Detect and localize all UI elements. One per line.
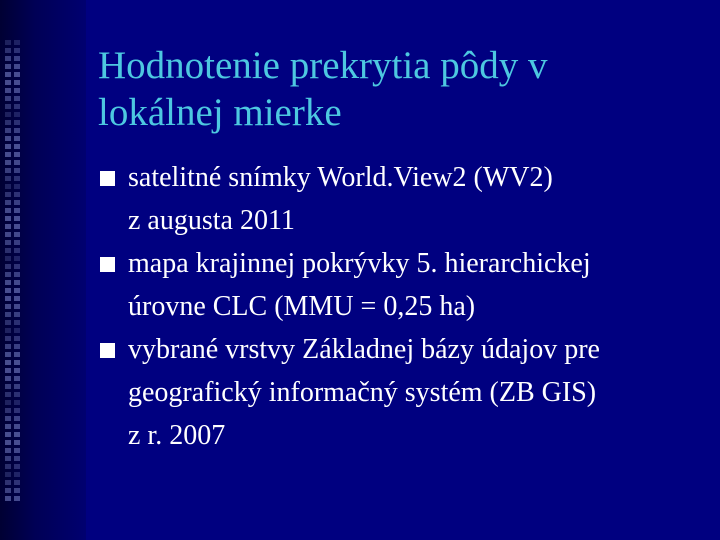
decorative-square [5,264,11,269]
bullet-item-2 [100,242,700,328]
decorative-square [5,232,11,237]
bullet-3-line-1: vybrané vrstvy Základnej bázy údajov pre [128,334,600,365]
decorative-square [5,344,11,349]
bullet-2-line-1: mapa krajinnej pokrývky 5. hierarchickej [128,248,591,279]
bullet-3-line-3: z r. 2007 [128,420,226,451]
decorative-square [14,400,20,405]
decorative-square [5,400,11,405]
decorative-square [5,176,11,181]
decorative-square [5,472,11,477]
decorative-square [5,80,11,85]
decorative-square [5,208,11,213]
bullet-2-line-2: úrovne CLC (MMU = 0,25 ha) [128,291,476,322]
decorative-squares [2,40,24,510]
decorative-square [5,136,11,141]
decorative-square [5,320,11,325]
decorative-square [14,496,20,501]
decorative-square [5,464,11,469]
decorative-square [14,448,20,453]
decorative-square [5,440,11,445]
decorative-square [14,64,20,69]
decorative-square [5,120,11,125]
decorative-square [14,120,20,125]
decorative-square [5,256,11,261]
decorative-square [5,104,11,109]
decorative-square [14,192,20,197]
decorative-square [5,88,11,93]
decorative-square [14,96,20,101]
decorative-square [5,480,11,485]
decorative-square [5,304,11,309]
bullet-1-line-1: satelitné snímky World.View2 (WV2) [128,162,553,193]
decorative-square [14,256,20,261]
decorative-square [5,200,11,205]
decorative-square [5,184,11,189]
decorative-square [14,392,20,397]
decorative-square [14,184,20,189]
decorative-square [5,360,11,365]
decorative-square [14,208,20,213]
title-line-2: lokálnej mierke [98,91,342,134]
decorative-square [5,224,11,229]
decorative-square [14,248,20,253]
decorative-square [14,352,20,357]
decorative-square [5,328,11,333]
decorative-square [14,416,20,421]
decorative-square [5,40,11,45]
decorative-square [5,128,11,133]
decorative-square [14,72,20,77]
decorative-square [14,168,20,173]
decorative-square [14,136,20,141]
decorative-square [14,48,20,53]
decorative-square [14,296,20,301]
decorative-square [14,480,20,485]
decorative-square [5,416,11,421]
decorative-square [5,168,11,173]
decorative-left-strip [0,0,86,540]
decorative-square [14,336,20,341]
decorative-square [14,432,20,437]
decorative-square [5,64,11,69]
bullet-item-1 [100,156,700,242]
bullet-1-line-2: z augusta 2011 [128,205,295,236]
decorative-square [14,472,20,477]
decorative-square [5,216,11,221]
decorative-square [14,440,20,445]
decorative-square [14,104,20,109]
decorative-square [5,296,11,301]
square-bullet-icon [100,257,115,272]
decorative-square [14,456,20,461]
decorative-square [14,488,20,493]
decorative-square [5,48,11,53]
slide-title [98,42,698,136]
decorative-square [5,192,11,197]
decorative-square [5,408,11,413]
decorative-square [5,272,11,277]
bullet-list [100,156,700,457]
decorative-square [5,384,11,389]
decorative-square [14,80,20,85]
decorative-square [14,264,20,269]
decorative-square [14,464,20,469]
decorative-square [5,152,11,157]
decorative-square [14,424,20,429]
decorative-square [5,368,11,373]
decorative-square [5,448,11,453]
decorative-square [5,488,11,493]
decorative-square [5,432,11,437]
decorative-square [5,312,11,317]
decorative-square [5,280,11,285]
decorative-square [14,240,20,245]
decorative-square [14,40,20,45]
decorative-square [14,344,20,349]
decorative-square [5,352,11,357]
decorative-square [14,312,20,317]
decorative-square [14,288,20,293]
decorative-square [5,56,11,61]
decorative-square [14,176,20,181]
decorative-square [14,376,20,381]
decorative-square [5,376,11,381]
decorative-square [14,200,20,205]
decorative-square [5,496,11,501]
decorative-square [14,232,20,237]
decorative-square [14,144,20,149]
decorative-square [14,408,20,413]
decorative-square [5,112,11,117]
square-bullet-icon [100,171,115,186]
decorative-square [14,128,20,133]
decorative-square [14,88,20,93]
decorative-square [14,360,20,365]
decorative-square [5,288,11,293]
decorative-square [5,240,11,245]
decorative-square [5,96,11,101]
decorative-square [14,320,20,325]
decorative-square [14,328,20,333]
decorative-square [14,368,20,373]
decorative-squares-pattern [2,40,24,510]
bullet-3-line-2: geografický informačný systém (ZB GIS) [128,377,597,408]
decorative-square [14,112,20,117]
decorative-square [5,144,11,149]
decorative-square [5,424,11,429]
decorative-square [14,304,20,309]
decorative-square [14,224,20,229]
decorative-square [14,56,20,61]
bullet-item-3 [100,328,700,457]
decorative-square [14,160,20,165]
decorative-square [14,280,20,285]
decorative-square [5,72,11,77]
decorative-square [14,152,20,157]
decorative-square [14,272,20,277]
decorative-square [14,216,20,221]
decorative-square [5,336,11,341]
decorative-square [5,392,11,397]
decorative-square [5,456,11,461]
square-bullet-icon [100,343,115,358]
decorative-square [5,160,11,165]
title-line-1: Hodnotenie prekrytia pôdy v [98,44,548,87]
decorative-square [5,248,11,253]
decorative-square [14,384,20,389]
